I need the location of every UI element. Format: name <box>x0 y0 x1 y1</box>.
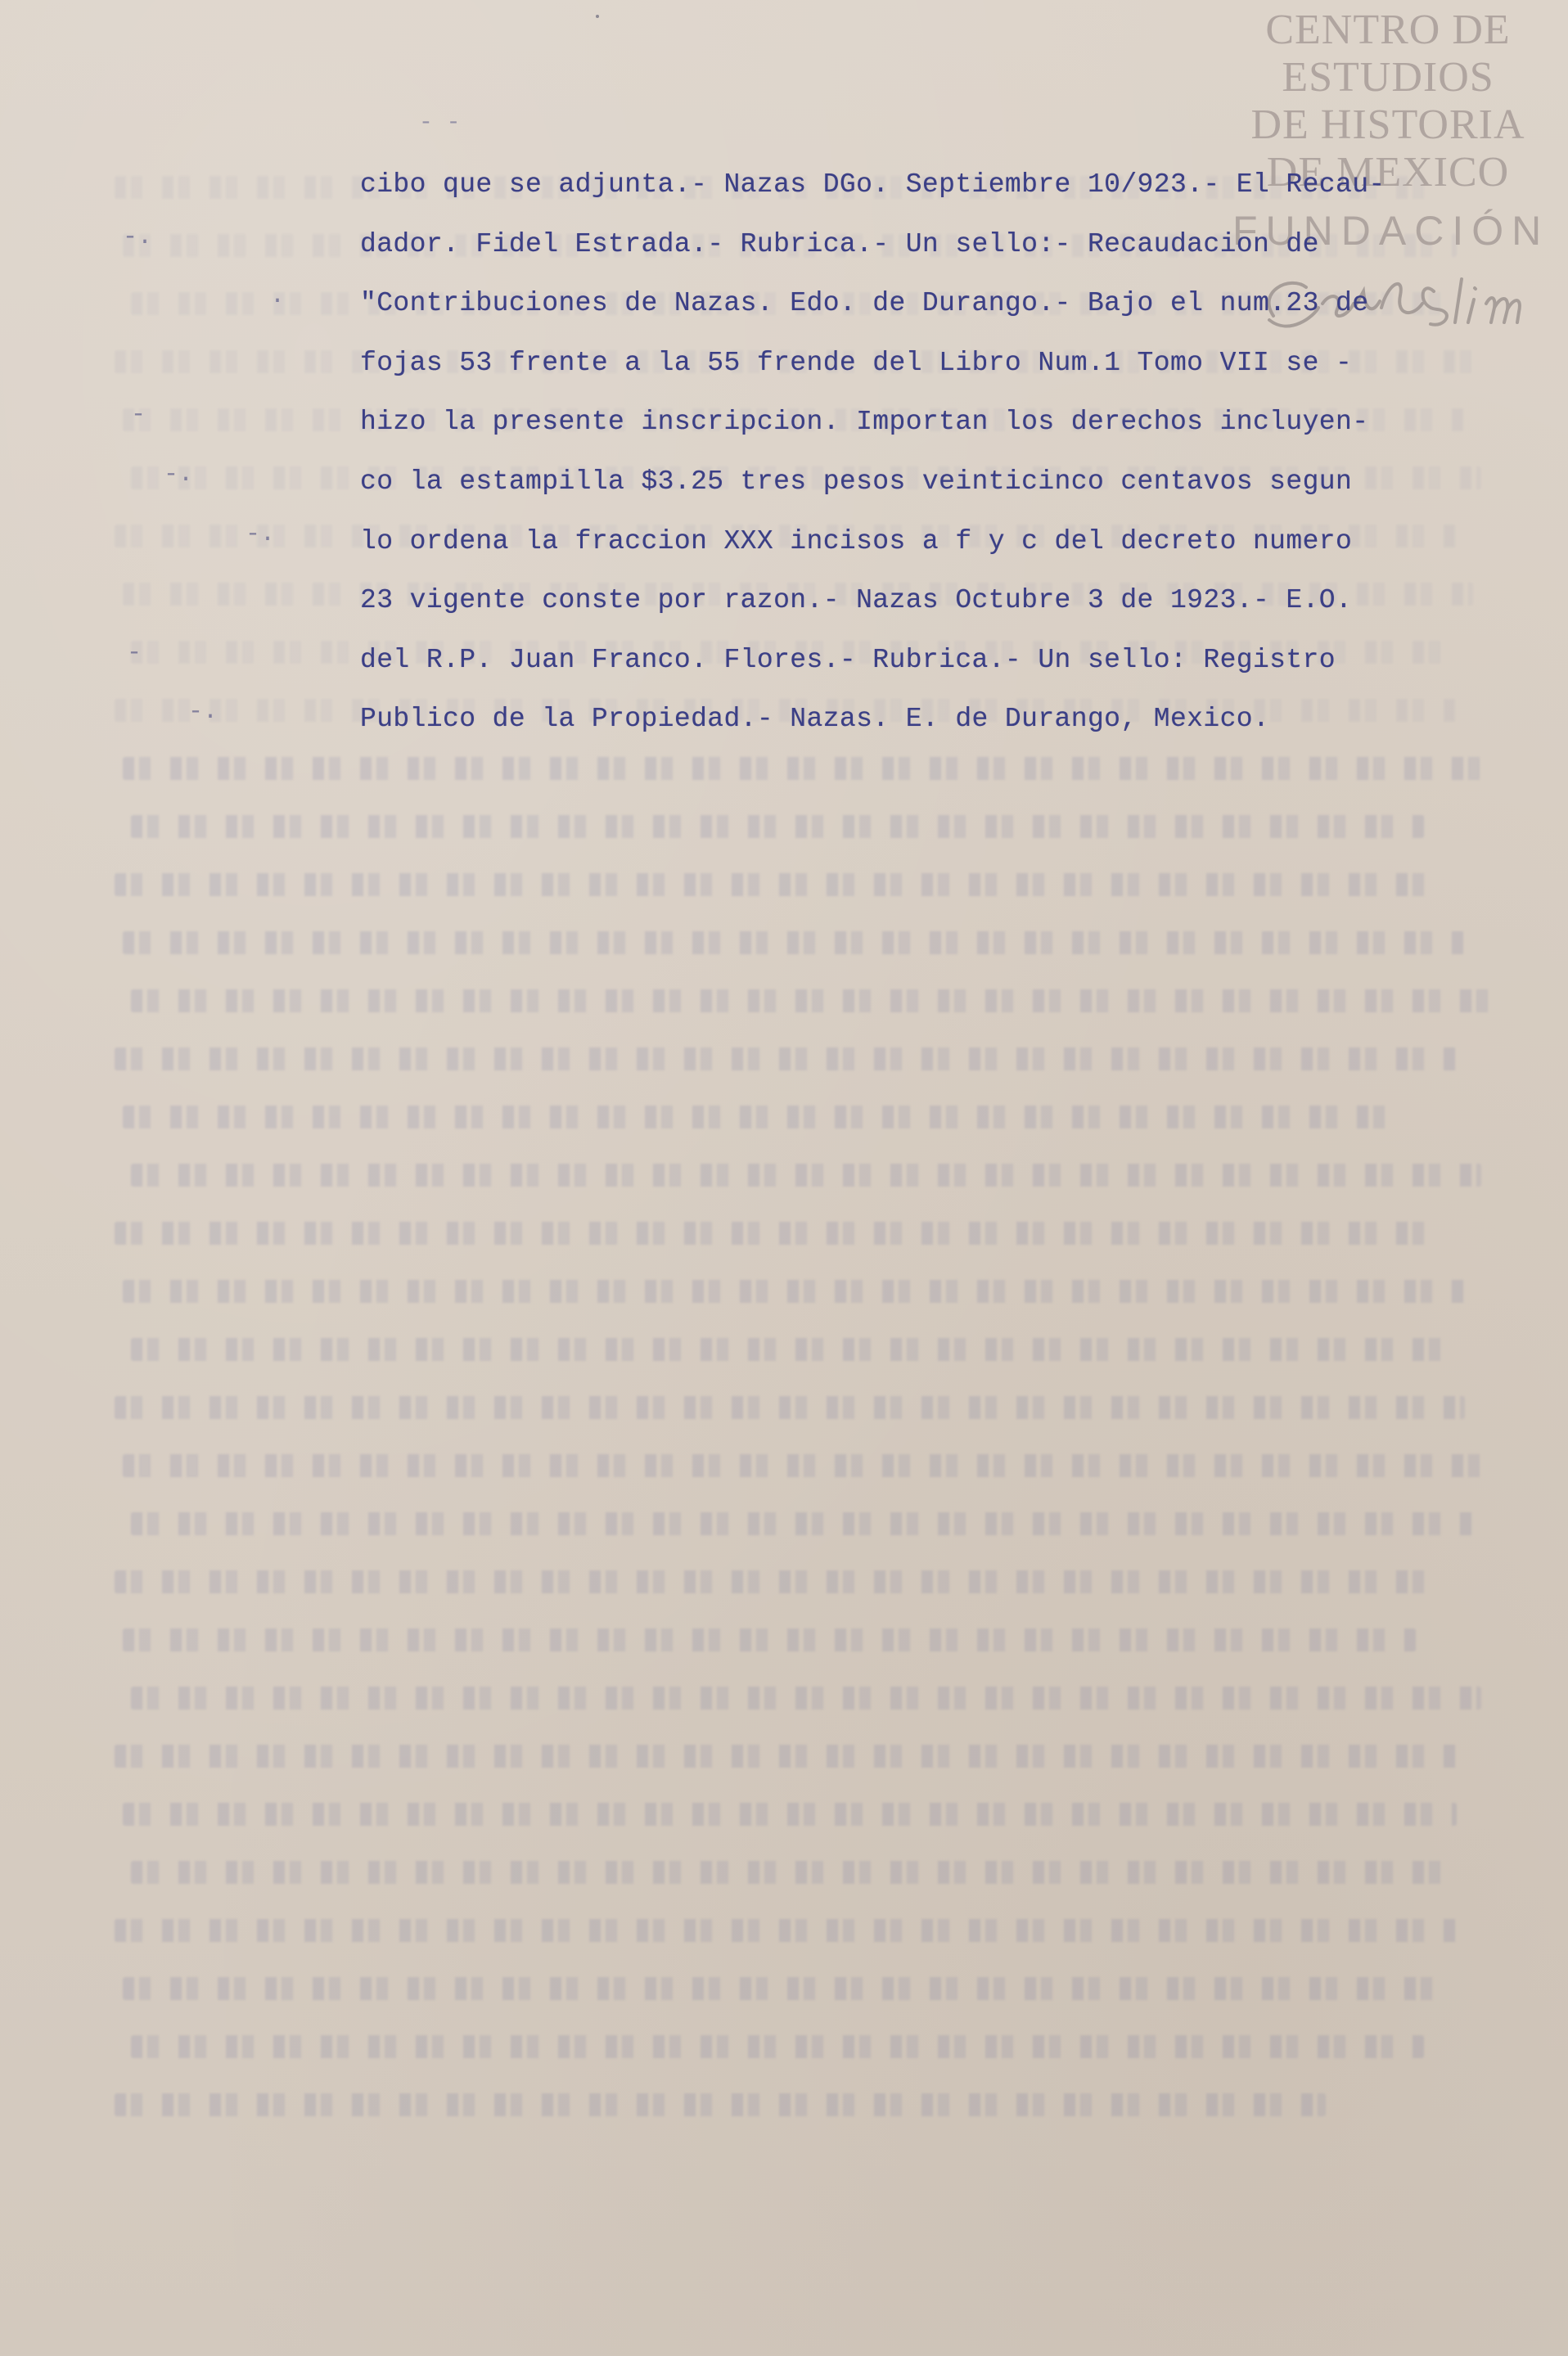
watermark-foundation: FUNDACIÓN <box>1232 208 1550 254</box>
margin-mark: - <box>131 401 146 430</box>
bleed-line <box>131 1338 1449 1361</box>
text-line: fojas 53 frente a la 55 frende del Libro Num.1 Tomo VII se - <box>360 347 1353 378</box>
text-line: co la estampilla $3.25 tres pesos veinticinco centavos segun <box>360 466 1353 497</box>
bleed-line <box>115 1745 1457 1768</box>
margin-mark: -. <box>164 461 194 489</box>
margin-mark: -. <box>246 520 276 548</box>
bleed-line <box>131 1687 1481 1710</box>
watermark-line: DE HISTORIA <box>1250 101 1525 148</box>
bleed-line <box>115 1396 1465 1419</box>
bleed-line <box>123 757 1481 780</box>
bleed-line <box>115 1222 1440 1245</box>
bleed-line <box>123 931 1465 954</box>
text-line: dador. Fidel Estrada.- Rubrica.- Un sello:- Recaudacion de <box>360 228 1319 259</box>
bleed-line <box>115 1919 1457 1942</box>
watermark-line: ESTUDIOS <box>1282 54 1494 101</box>
watermark-line: DE MEXICO <box>1266 149 1510 196</box>
bleed-line <box>131 2035 1424 2058</box>
text-line: del R.P. Juan Franco. Flores.- Rubrica.- Un sello: Registro <box>360 644 1336 675</box>
margin-mark: -. <box>123 223 153 251</box>
bleed-line <box>115 1570 1440 1593</box>
bleed-line <box>115 873 1440 896</box>
bleed-line <box>123 1628 1416 1651</box>
bleed-line <box>123 1454 1481 1477</box>
bleed-line <box>131 1512 1473 1535</box>
bleed-line <box>115 1047 1457 1070</box>
margin-mark: -. <box>188 698 219 727</box>
top-margin-mark: - - <box>419 110 461 136</box>
ink-speck <box>596 15 599 18</box>
typed-text-block <box>360 155 1473 750</box>
bleed-line <box>123 1106 1399 1128</box>
text-line: cibo que se adjunta.- Nazas DGo. Septiembre 10/923.- El Recau- <box>360 169 1386 200</box>
text-line: Publico de la Propiedad.- Nazas. E. de Durango, Mexico. <box>360 704 1270 735</box>
text-line: lo ordena la fraccion XXX incisos a f y c del decreto numero <box>360 525 1353 556</box>
bleed-line <box>131 1164 1481 1187</box>
margin-mark: . <box>270 282 286 311</box>
text-line: hizo la presente inscripcion. Importan los derechos incluyen- <box>360 407 1369 438</box>
text-line: "Contribuciones de Nazas. Edo. de Durango.- Bajo el num.23 de <box>360 288 1369 319</box>
bleed-line <box>123 1977 1449 2000</box>
watermark-line: CENTRO DE <box>1265 7 1511 53</box>
bleed-line <box>123 1803 1457 1826</box>
margin-mark: - <box>127 638 142 667</box>
bleed-line <box>131 815 1424 838</box>
bleed-line <box>115 2093 1326 2116</box>
bleed-line <box>123 1280 1465 1303</box>
text-line: 23 vigente conste por razon.- Nazas Octubre 3 de 1923.- E.O. <box>360 585 1353 616</box>
bleed-line <box>131 989 1489 1012</box>
bleed-line <box>131 1861 1457 1884</box>
